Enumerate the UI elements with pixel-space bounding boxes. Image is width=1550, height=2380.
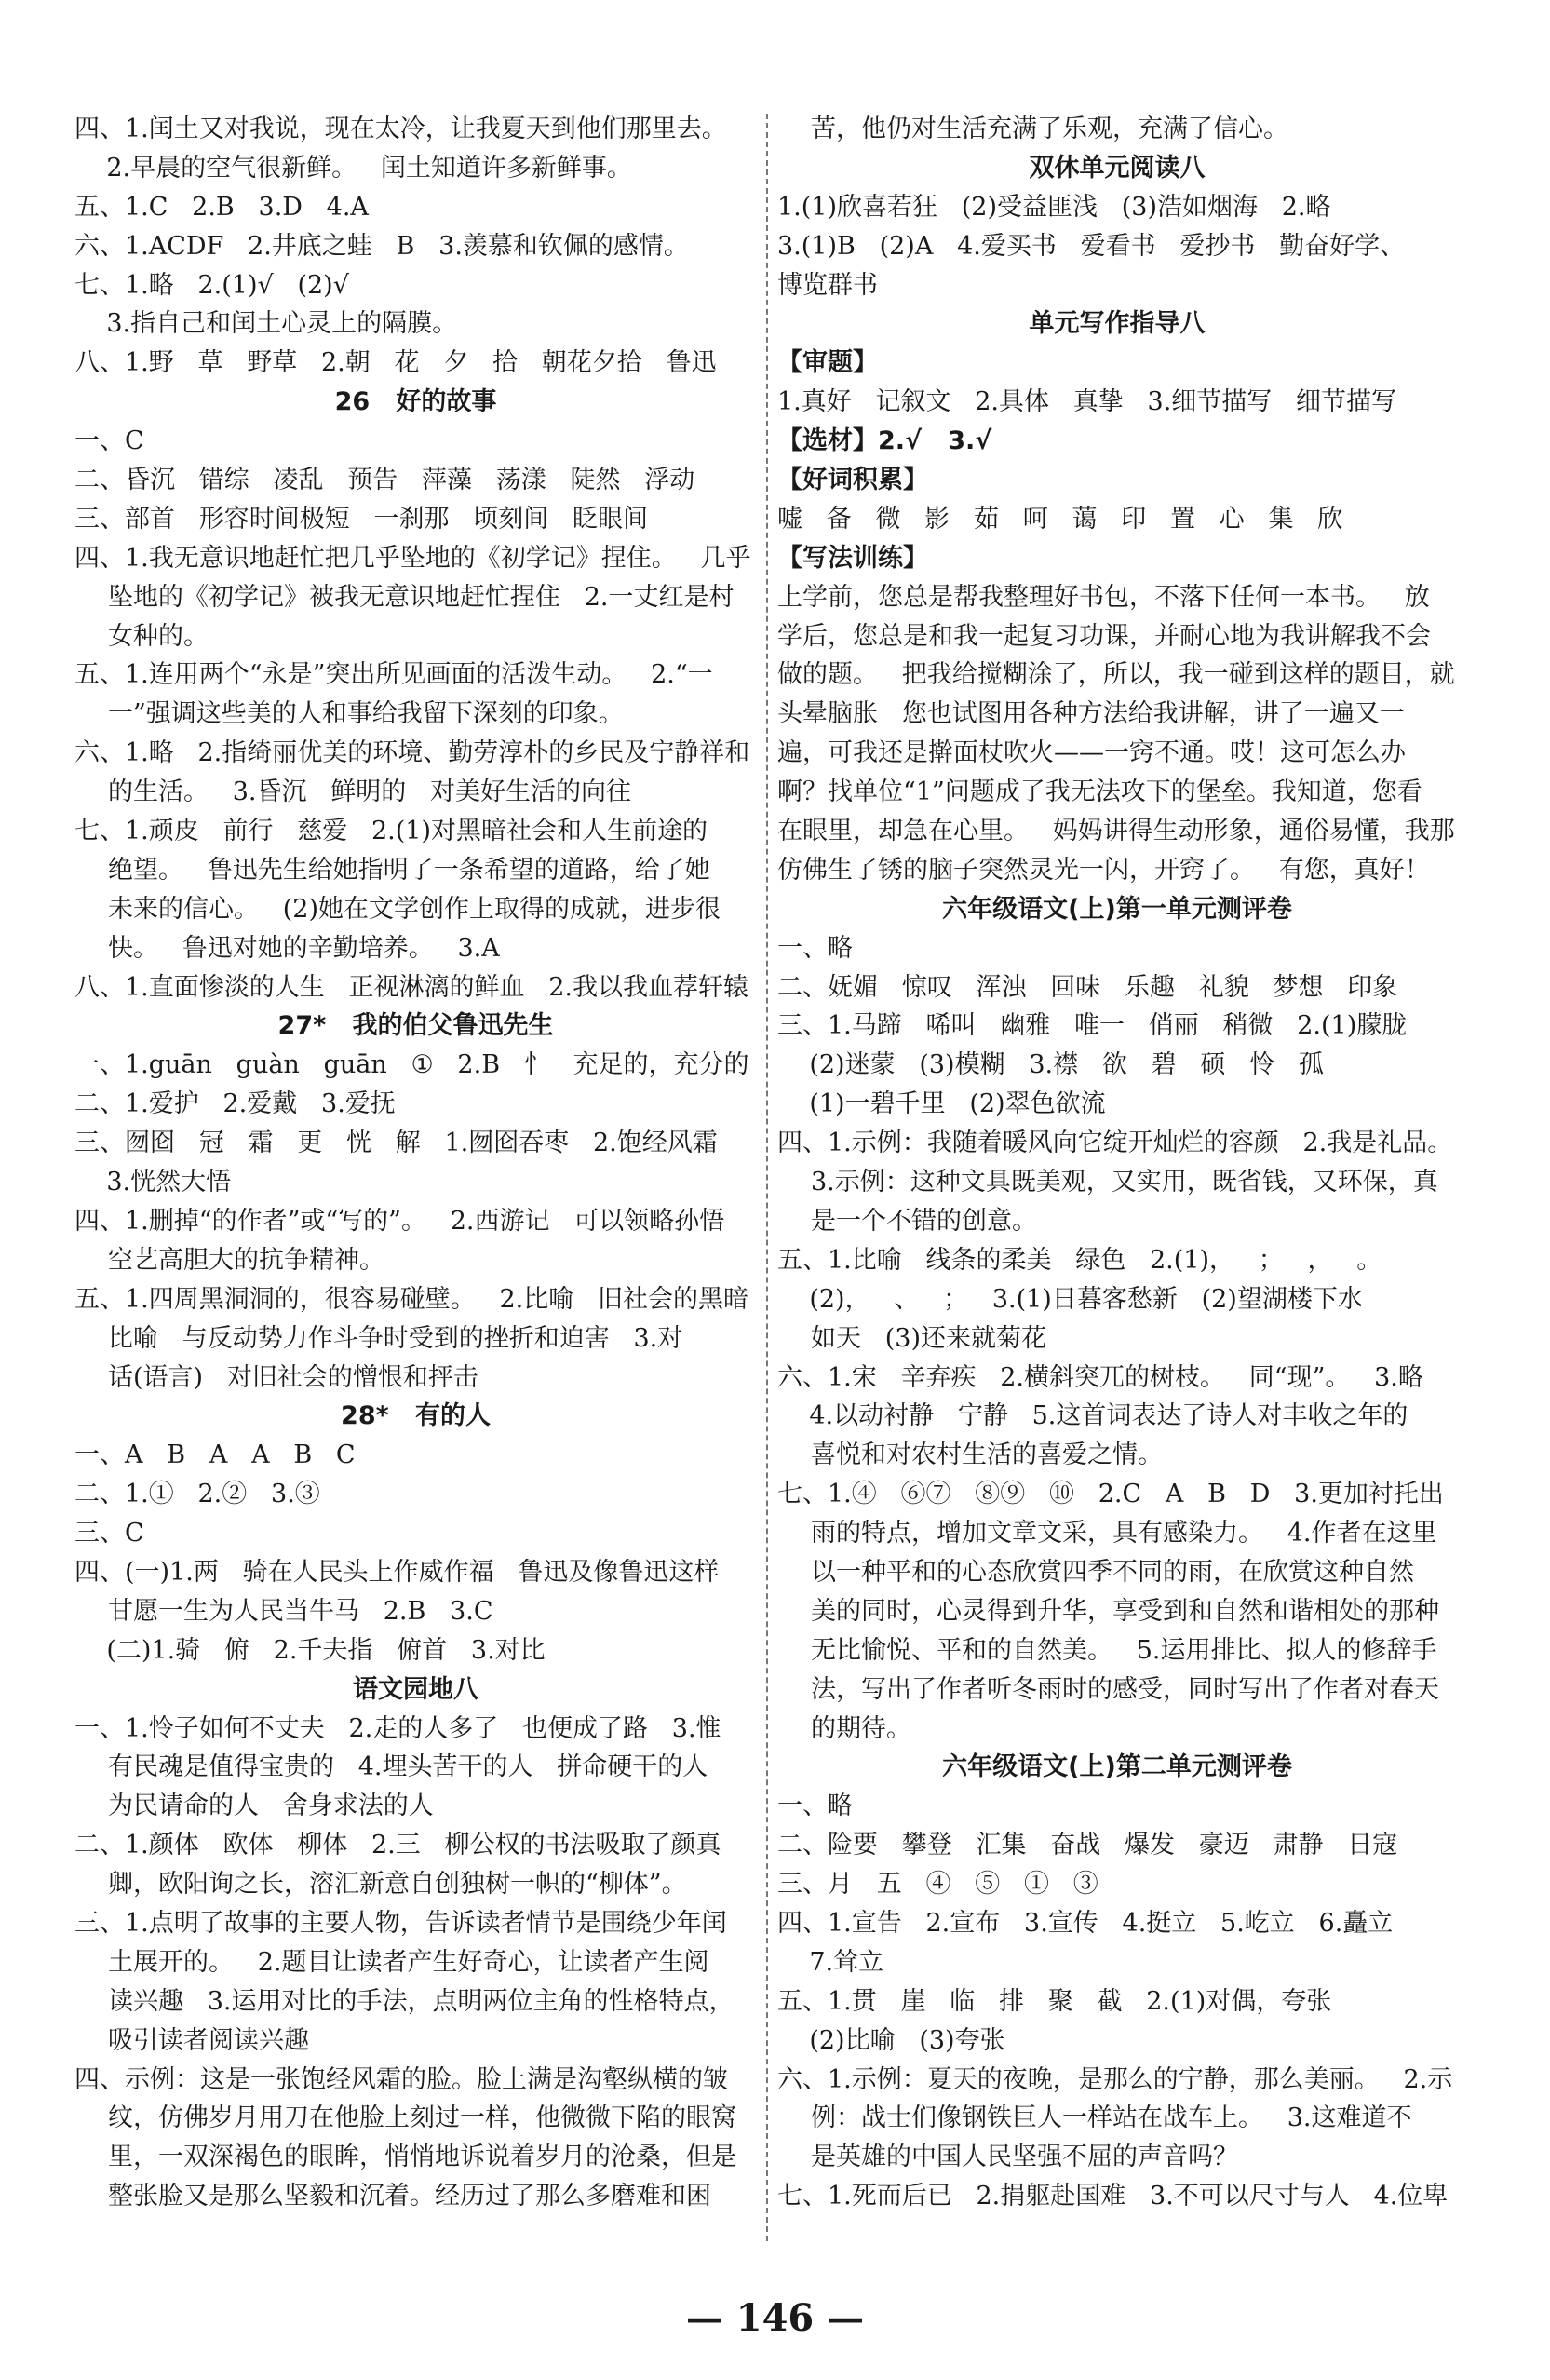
answer-line: 女种的。 [108, 621, 209, 651]
answer-line: 以一种平和的心态欣赏四季不同的雨，在欣赏这种自然 [811, 1557, 1414, 1587]
answer-line: 的期待。 [811, 1713, 911, 1743]
answer-line: 的生活。 3.昏沉 鲜明的 对美好生活的向往 [108, 778, 632, 807]
section-title: 六年级语文(上)第一单元测评卷 [942, 894, 1292, 924]
answer-line: 空艺高胆大的抗争精神。 [108, 1245, 384, 1275]
answer-line: 1.(1)欣喜若狂 (2)受益匪浅 (3)浩如烟海 2.略 [777, 192, 1331, 222]
answer-line: 四、(一)1.两 骑在人民头上作威作福 鲁迅及像鲁迅这样 [74, 1557, 720, 1587]
answer-line: 四、1.我无意识地赶忙把几乎坠地的《初学记》捏住。 几乎 [74, 543, 751, 573]
answer-line: 三、囫囵 冠 霜 更 恍 解 1.囫囵吞枣 2.饱经风霜 [74, 1129, 718, 1158]
answer-line: 八、1.野 草 野草 2.朝 花 夕 拾 朝花夕拾 鲁迅 [74, 348, 717, 378]
answer-line: 四、1.删掉“的作者”或“写的”。 2.西游记 可以领略孙悟 [74, 1206, 725, 1236]
answer-line: 啊？找单位“1”问题成了我无法攻下的堡垒。我知道，您看 [777, 778, 1422, 807]
answer-line: 喜悦和对农村生活的喜爱之情。 [811, 1440, 1163, 1470]
answer-line: 七、1.略 2.(1)√ (2)√ [74, 270, 349, 300]
answer-line: 苦，他仍对生活充满了乐观，充满了信心。 [811, 115, 1288, 143]
answer-line: 三、C [74, 1519, 144, 1548]
answer-line: (2)迷蒙 (3)模糊 3.襟 欲 碧 硕 怜 孤 [777, 1050, 1324, 1080]
section-title: 语文园地八 [353, 1674, 478, 1704]
answer-line: 法，写出了作者听冬雨时的感受，同时写出了作者对春天 [811, 1674, 1439, 1704]
page-number: — 146 — [685, 2296, 865, 2340]
section-label: 【选材】2.√ 3.√ [777, 426, 992, 456]
column-divider [766, 114, 768, 2241]
answer-line: 话(语言) 对旧社会的憎恨和抨击 [108, 1362, 478, 1392]
answer-line: 六、1.示例：夏天的夜晚，是那么的宁静，那么美丽。 2.示 [777, 2064, 1453, 2094]
answer-line: 2.早晨的空气很新鲜。 闰土知道许多新鲜事。 [74, 153, 632, 183]
answer-line: 二、1.爱护 2.爱戴 3.爱抚 [74, 1089, 396, 1119]
section-label: 【写法训练】 [777, 543, 928, 573]
answer-line: 二、1.颜体 欧体 柳体 2.三 柳公权的书法吸取了颜真 [74, 1831, 721, 1860]
answer-line: 一”强调这些美的人和事给我留下深刻的印象。 [108, 699, 624, 729]
answer-line: 3.(1)B (2)A 4.爱买书 爱看书 爱抄书 勤奋好学、 [777, 231, 1406, 261]
answer-line: 整张脸又是那么坚毅和沉着。经历过了那么多磨难和困 [108, 2182, 711, 2211]
answer-line: 二、妩媚 惊叹 浑浊 回味 乐趣 礼貌 梦想 印象 [777, 972, 1398, 1002]
right-column [777, 110, 1457, 2216]
answer-line: 读兴趣 3.运用对比的手法，点明两位主角的性格特点， [108, 1986, 735, 2016]
answer-line: 七、1.死而后已 2.捐躯赴国难 3.不可以尺寸与人 4.位卑 [777, 2182, 1449, 2211]
answer-line: 二、1.① 2.② 3.③ [74, 1480, 320, 1509]
answer-line: 吸引读者阅读兴趣 [108, 2025, 309, 2055]
answer-line: 二、险要 攀登 汇集 奋战 爆发 豪迈 肃静 日寇 [777, 1831, 1398, 1860]
answer-line: 快。 鲁迅对她的辛勤培养。 3.A [108, 933, 500, 963]
answer-line: 有民魂是值得宝贵的 4.埋头苦干的人 拼命硬干的人 [108, 1752, 708, 1782]
answer-line: 头晕脑胀 您也试图用各种方法给我讲解，讲了一遍又一 [777, 699, 1405, 729]
answer-line: 学后，您总是和我一起复习功课，并耐心地为我讲解我不会 [777, 621, 1431, 651]
answer-line: 四、1.示例：我随着暖风向它绽开灿烂的容颜 2.我是礼品。 [777, 1129, 1453, 1158]
answer-line: 甘愿一生为人民当牛马 2.B 3.C [108, 1596, 493, 1626]
answer-line: 嘘 备 微 影 茹 呵 蔼 印 置 心 集 欣 [777, 504, 1343, 534]
answer-line: 八、1.直面惨淡的人生 正视淋漓的鲜血 2.我以我血荐轩辕 [74, 972, 749, 1002]
answer-line: 在眼里，却急在心里。 妈妈讲得生动形象，通俗易懂，我那 [777, 817, 1455, 846]
answer-line: 3.指自己和闰土心灵上的隔膜。 [74, 309, 458, 339]
answer-line: 七、1.④ ⑥⑦ ⑧⑨ ⑩ 2.C A B D 3.更加衬托出 [777, 1480, 1444, 1509]
answer-line: 七、1.顽皮 前行 慈爱 2.(1)对黑暗社会和人生前途的 [74, 817, 708, 846]
answer-line: 3.恍然大悟 [74, 1168, 232, 1197]
answer-line: 三、1.马蹄 唏叫 幽雅 唯一 俏丽 稍微 2.(1)朦胧 [777, 1011, 1408, 1041]
section-title: 28* 有的人 [341, 1401, 491, 1431]
answer-line: 仿佛生了锈的脑子突然灵光一闪，开窍了。 有您，真好！ [777, 855, 1430, 885]
answer-line: 六、1.ACDF 2.井底之蛙 B 3.羡慕和钦佩的感情。 [74, 231, 689, 261]
answer-line: 美的同时，心灵得到升华，享受到和自然和谐相处的那种 [811, 1596, 1439, 1626]
answer-line: 遍，可我还是擀面杖吹火——一窍不通。哎！这可怎么办 [777, 738, 1406, 768]
answer-line: 五、1.贯 崖 临 排 聚 截 2.(1)对偶，夸张 [777, 1986, 1332, 2016]
answer-line: 四、示例：这是一张饱经风霜的脸。脸上满是沟壑纵横的皱 [74, 2064, 728, 2094]
answer-line: 卿，欧阳询之长，溶汇新意自创独树一帜的“柳体”。 [108, 1870, 687, 1900]
answer-line: (2)， 、 ； 3.(1)日暮客愁新 (2)望湖楼下水 [777, 1284, 1363, 1314]
section-title: 双休单元阅读八 [1029, 153, 1206, 183]
answer-line: 无比愉悦、平和的自然美。 5.运用排比、拟人的修辞手 [811, 1635, 1437, 1665]
section-label: 【审题】 [777, 348, 878, 378]
answer-line: (二)1.骑 俯 2.千夫指 俯首 3.对比 [74, 1635, 546, 1665]
answer-line: (1)一碧千里 (2)翠色欲流 [777, 1089, 1106, 1119]
answer-line: 三、月 五 ④ ⑤ ① ③ [777, 1870, 1098, 1900]
answer-line: 纹，仿佛岁月用刀在他脸上刻过一样，他微微下陷的眼窝 [108, 2103, 736, 2133]
section-title: 单元写作指导八 [1029, 309, 1206, 339]
answer-line: 三、1.点明了故事的主要人物，告诉读者情节是围绕少年闰 [74, 1908, 727, 1938]
answer-line: 为民请命的人 舍身求法的人 [108, 1792, 434, 1821]
left-column [74, 110, 757, 2216]
answer-line: 六、1.宋 辛弃疾 2.横斜突兀的树枝。 同“现”。 3.略 [777, 1362, 1423, 1392]
answer-line: 绝望。 鲁迅先生给她指明了一条希望的道路，给了她 [108, 855, 710, 885]
answer-line: 3.示例：这种文具既美观，又实用，既省钱，又环保，真 [811, 1168, 1438, 1197]
answer-line: 比喻 与反动势力作斗争时受到的挫折和迫害 3.对 [108, 1323, 683, 1353]
answer-line: 一、C [74, 426, 144, 456]
answer-line: 4.以动衬静 宁静 5.这首词表达了诗人对丰收之年的 [777, 1401, 1408, 1431]
section-title: 六年级语文(上)第二单元测评卷 [942, 1752, 1292, 1782]
answer-line: 一、A B A A B C [74, 1440, 356, 1470]
answer-line: 里，一双深褐色的眼眸，悄悄地诉说着岁月的沧桑，但是 [108, 2143, 736, 2172]
answer-line: 7.耸立 [777, 1947, 884, 1977]
answer-line: 是英雄的中国人民坚强不屈的声音吗？ [811, 2143, 1238, 2172]
answer-line: 1.真好 记叙文 2.具体 真挚 3.细节描写 细节描写 [777, 387, 1397, 417]
answer-line: 二、昏沉 错综 凌乱 预告 萍藻 荡漾 陡然 浮动 [74, 466, 695, 495]
answer-line: 四、1.宣告 2.宣布 3.宣传 4.挺立 5.屹立 6.矗立 [777, 1908, 1394, 1938]
answer-line: 一、1.怜子如何不丈夫 2.走的人多了 也便成了路 3.惟 [74, 1713, 721, 1743]
answer-line: 五、1.比喻 线条的柔美 绿色 2.(1)， ； ， 。 [777, 1245, 1382, 1275]
answer-line: 雨的特点，增加文章文采，具有感染力。 4.作者在这里 [811, 1519, 1437, 1548]
answer-line: 坠地的《初学记》被我无意识地赶忙捏住 2.一丈红是村 [108, 582, 735, 612]
answer-line: 四、1.闰土又对我说，现在太冷，让我夏天到他们那里去。 [74, 115, 727, 143]
section-title: 27* 我的伯父鲁迅先生 [277, 1011, 554, 1041]
answer-line: 例：战士们像钢铁巨人一样站在战车上。 3.这难道不 [811, 2103, 1412, 2133]
answer-line: 是一个不错的创意。 [811, 1206, 1037, 1236]
answer-line: 五、1.C 2.B 3.D 4.A [74, 192, 369, 222]
answer-line: (2)比喻 (3)夸张 [777, 2025, 1005, 2055]
answer-line: 三、部首 形容时间极短 一刹那 顷刻间 眨眼间 [74, 504, 648, 534]
answer-line: 一、略 [777, 1792, 853, 1821]
answer-line: 土展开的。 2.题目让读者产生好奇心，让读者产生阅 [108, 1947, 709, 1977]
section-title: 26 好的故事 [334, 387, 497, 417]
answer-line: 博览群书 [777, 270, 878, 300]
answer-line: 做的题。 把我给搅糊涂了，所以，我一碰到这样的题目，就 [777, 660, 1455, 690]
answer-line: 六、1.略 2.指绮丽优美的环境、勤劳淳朴的乡民及宁静祥和 [74, 738, 750, 768]
answer-line: 五、1.四周黑洞洞的，很容易碰壁。 2.比喻 旧社会的黑暗 [74, 1284, 749, 1314]
answer-line: 五、1.连用两个“永是”突出所见画面的活泼生动。 2.“一 [74, 660, 713, 690]
answer-line: 未来的信心。 (2)她在文学创作上取得的成就，进步很 [108, 894, 721, 924]
section-label: 【好词积累】 [777, 466, 928, 495]
answer-line: 一、1.guān guàn guān ① 2.B 忄 充足的，充分的 [74, 1050, 749, 1080]
answer-line: 一、略 [777, 933, 853, 963]
answer-line: 如天 (3)还来就菊花 [811, 1323, 1046, 1353]
answer-line: 上学前，您总是帮我整理好书包，不落下任何一本书。 放 [777, 582, 1430, 612]
